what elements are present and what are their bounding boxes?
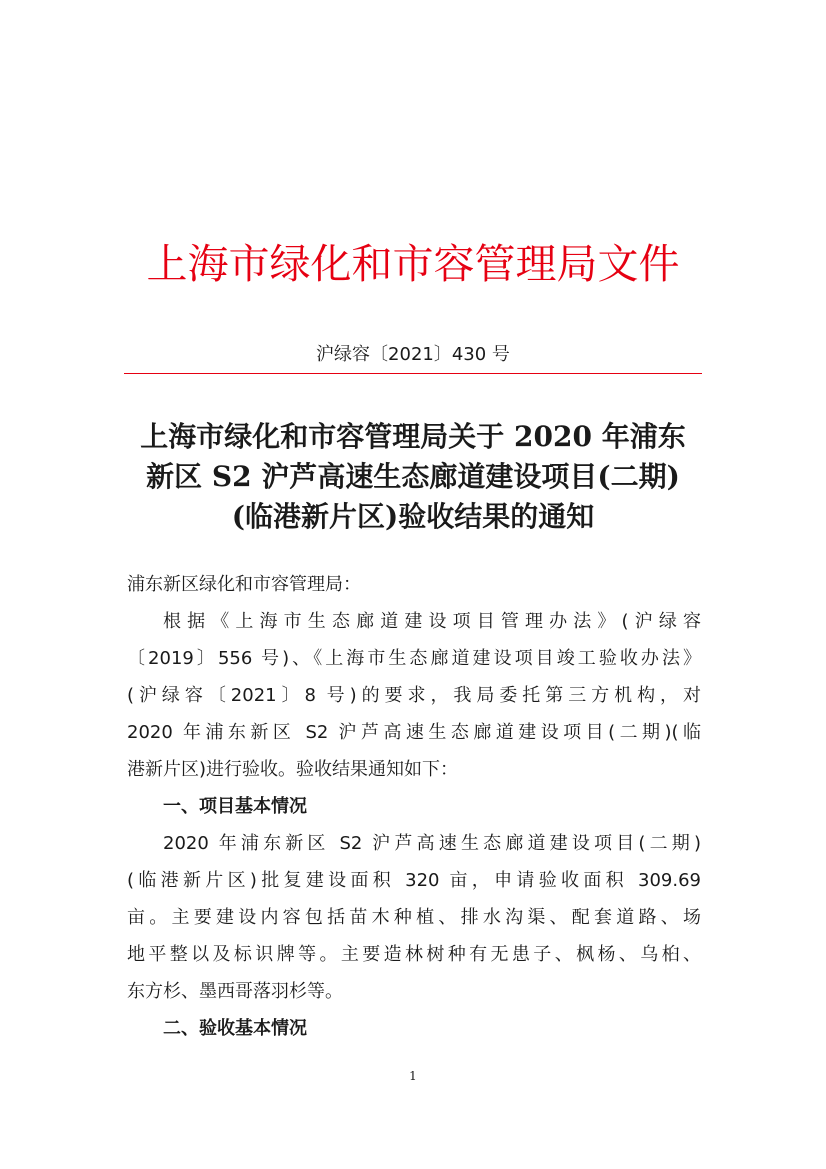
notice-title-line: 上海市绿化和市容管理局关于 2020 年浦东: [140, 420, 686, 453]
notice-title: [118, 417, 708, 537]
paragraph-line: 2020 年浦东新区 S2 沪芦高速生态廊道建设项目(二期): [163, 833, 701, 854]
recipient-line: 浦东新区绿化和市容管理局：: [127, 574, 361, 595]
paragraph-line: 2020 年浦东新区 S2 沪芦高速生态廊道建设项目(二期)(临: [127, 722, 701, 743]
paragraph-basis: [127, 603, 701, 788]
paragraph-line: 亩。主要建设内容包括苗木种植、排水沟渠、配套道路、场: [127, 907, 701, 928]
notice-title-line: (临港新片区)验收结果的通知: [231, 500, 595, 533]
paragraph-line: (临港新片区)批复建设面积 320 亩，申请验收面积 309.69: [127, 870, 701, 891]
document-header-title: 上海市绿化和市容管理局文件: [146, 240, 680, 288]
paragraph-line: 地平整以及标识牌等。主要造林树种有无患子、枫杨、乌桕、: [127, 944, 701, 965]
paragraph-line: 港新片区)进行验收。验收结果通知如下：: [127, 759, 459, 780]
paragraph-line: 根据《上海市生态廊道建设项目管理办法》(沪绿容: [163, 611, 701, 632]
document-body: [127, 566, 701, 1047]
page-number: 1: [409, 1069, 417, 1083]
paragraph-line: 东方杉、墨西哥落羽杉等。: [127, 981, 343, 1002]
red-divider-line: [124, 373, 702, 374]
paragraph-line: 〔2019〕556 号)、《上海市生态廊道建设项目竣工验收办法》: [127, 648, 701, 669]
notice-title-line: 新区 S2 沪芦高速生态廊道建设项目(二期): [146, 460, 680, 493]
paragraph-project-info: [127, 825, 701, 1010]
document-number: 沪绿容〔2021〕430 号: [316, 344, 510, 365]
section-heading: 一、项目基本情况: [163, 796, 307, 817]
section-heading: 二、验收基本情况: [163, 1018, 307, 1039]
paragraph-line: (沪绿容〔2021〕8 号)的要求，我局委托第三方机构，对: [127, 685, 701, 706]
